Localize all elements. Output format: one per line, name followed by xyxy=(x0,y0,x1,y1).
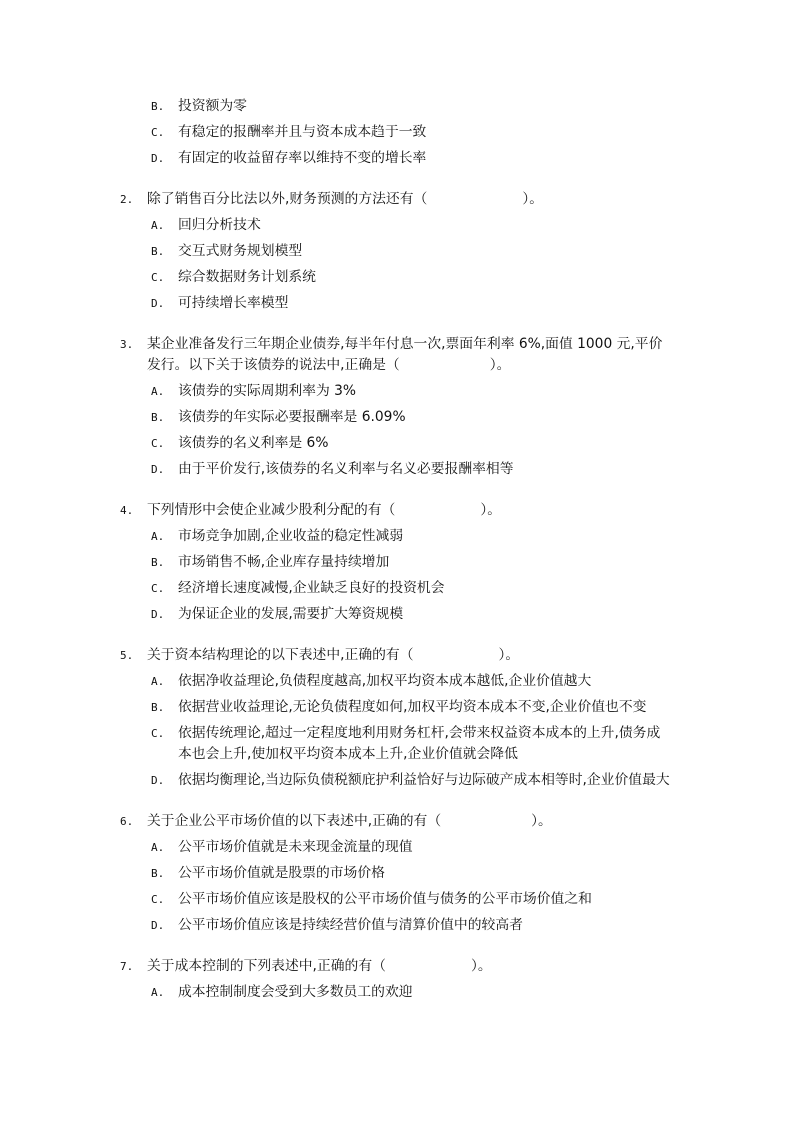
question-stem xyxy=(120,954,680,980)
option-text: 该债券的实际周期利率为 3% xyxy=(178,383,357,399)
question-list xyxy=(120,94,680,1006)
option-text: 由于平价发行,该债券的名义利率与名义必要报酬率相等 xyxy=(178,461,514,477)
question-7 xyxy=(120,954,680,1006)
question-stem-end: ）。 xyxy=(522,191,544,207)
option-letter: C. xyxy=(151,126,165,139)
option-item xyxy=(120,291,680,317)
option-item xyxy=(120,669,680,695)
option-letter: C. xyxy=(151,893,165,906)
question-text xyxy=(147,811,669,832)
option-text: 公平市场价值就是股票的市场价格 xyxy=(178,865,385,881)
option-letter: D. xyxy=(151,463,165,476)
question-number: 3. xyxy=(120,338,134,351)
option-letter: C. xyxy=(151,271,165,284)
option-letter: A. xyxy=(151,841,165,854)
option-text: 有稳定的报酬率并且与资本成本趋于一致 xyxy=(178,124,427,140)
option-item xyxy=(120,120,680,146)
option-text: 交互式财务规划模型 xyxy=(178,243,303,259)
option-item xyxy=(120,721,680,768)
question-5 xyxy=(120,643,680,794)
option-item xyxy=(120,980,680,1006)
option-letter: B. xyxy=(151,556,165,569)
option-text: 依据净收益理论,负债程度越高,加权平均资本成本越低,企业价值越大 xyxy=(178,673,592,689)
question-stem xyxy=(120,809,680,835)
question-6 xyxy=(120,809,680,939)
question-text xyxy=(147,956,669,977)
option-text: 有固定的收益留存率以维持不变的增长率 xyxy=(178,150,427,166)
option-text: 投资额为零 xyxy=(178,98,247,114)
option-letter: C. xyxy=(151,727,165,740)
question-stem xyxy=(120,498,680,524)
option-item xyxy=(120,405,680,431)
option-text: 综合数据财务计划系统 xyxy=(178,269,316,285)
option-letter: D. xyxy=(151,608,165,621)
question-4 xyxy=(120,498,680,628)
option-letter: C. xyxy=(151,582,165,595)
option-letter: A. xyxy=(151,986,165,999)
option-item xyxy=(120,861,680,887)
option-item xyxy=(120,239,680,265)
question-1 xyxy=(120,94,680,172)
option-text: 为保证企业的发展,需要扩大筹资规模 xyxy=(178,606,404,622)
option-letter: D. xyxy=(151,297,165,310)
option-item xyxy=(120,457,680,483)
option-letter: A. xyxy=(151,385,165,398)
question-3 xyxy=(120,332,680,483)
question-number: 4. xyxy=(120,504,134,517)
option-item xyxy=(120,94,680,120)
option-item xyxy=(120,146,680,172)
option-letter: D. xyxy=(151,919,165,932)
option-item xyxy=(120,379,680,405)
option-text: 依据均衡理论,当边际负债税额庇护利益恰好与边际破产成本相等时,企业价值最大 xyxy=(178,772,670,788)
option-text: 依据传统理论,超过一定程度地利用财务杠杆,会带来权益资本成本的上升,债务成本也会上升,使加权平均资本成本上升,企业价值就会降低 xyxy=(178,725,661,762)
option-item xyxy=(120,265,680,291)
option-text: 公平市场价值就是未来现金流量的现值 xyxy=(178,839,413,855)
option-item xyxy=(120,887,680,913)
question-stem-text: 下列情形中会使企业减少股利分配的有（ xyxy=(147,502,396,518)
question-2 xyxy=(120,187,680,317)
question-stem xyxy=(120,643,680,669)
question-stem-text: 除了销售百分比法以外,财务预测的方法还有（ xyxy=(147,191,428,207)
option-letter: A. xyxy=(151,219,165,232)
option-item xyxy=(120,431,680,457)
question-stem xyxy=(120,332,680,379)
question-number: 6. xyxy=(120,815,134,828)
question-stem-text: 关于成本控制的下列表述中,正确的有（ xyxy=(147,958,386,974)
option-text: 市场竞争加剧,企业收益的稳定性减弱 xyxy=(178,528,404,544)
option-letter: B. xyxy=(151,411,165,424)
question-stem-end: ）。 xyxy=(498,647,520,663)
question-stem xyxy=(120,187,680,213)
option-text: 该债券的名义利率是 6% xyxy=(178,435,329,451)
option-text: 成本控制制度会受到大多数员工的欢迎 xyxy=(178,984,413,1000)
option-letter: D. xyxy=(151,774,165,787)
option-item xyxy=(120,913,680,939)
question-stem-end: ）。 xyxy=(470,958,492,974)
option-letter: C. xyxy=(151,437,165,450)
question-stem-text: 某企业准备发行三年期企业债券,每半年付息一次,票面年利率 6%,面值 1000 元,平价发行。以下关于该债券的说法中,正确是（ xyxy=(147,336,663,373)
question-number: 2. xyxy=(120,193,134,206)
option-letter: B. xyxy=(151,701,165,714)
question-text xyxy=(147,334,669,376)
question-stem-text: 关于资本结构理论的以下表述中,正确的有（ xyxy=(147,647,414,663)
option-letter: B. xyxy=(151,867,165,880)
question-stem-end: ）。 xyxy=(531,813,552,829)
option-text: 公平市场价值应该是持续经营价值与清算价值中的较高者 xyxy=(178,917,523,933)
question-text xyxy=(147,500,669,521)
question-number: 7. xyxy=(120,960,134,973)
question-stem-end: ）。 xyxy=(480,502,502,518)
option-text: 市场销售不畅,企业库存量持续增加 xyxy=(178,554,390,570)
option-item xyxy=(120,576,680,602)
option-item xyxy=(120,835,680,861)
option-item xyxy=(120,768,680,794)
question-text xyxy=(147,189,669,210)
option-letter: A. xyxy=(151,530,165,543)
question-stem-text: 关于企业公平市场价值的以下表述中,正确的有（ xyxy=(147,813,442,829)
option-item xyxy=(120,524,680,550)
option-item xyxy=(120,602,680,628)
question-number: 5. xyxy=(120,649,134,662)
option-letter: B. xyxy=(151,245,165,258)
option-text: 回归分析技术 xyxy=(178,217,261,233)
option-item xyxy=(120,213,680,239)
option-text: 可持续增长率模型 xyxy=(178,295,289,311)
question-stem-end: ）。 xyxy=(489,357,511,373)
option-item xyxy=(120,695,680,721)
option-text: 该债券的年实际必要报酬率是 6.09% xyxy=(178,409,406,425)
option-letter: D. xyxy=(151,152,165,165)
option-text: 经济增长速度减慢,企业缺乏良好的投资机会 xyxy=(178,580,445,596)
option-text: 依据营业收益理论,无论负债程度如何,加权平均资本成本不变,企业价值也不变 xyxy=(178,699,647,715)
question-text xyxy=(147,645,669,666)
option-item xyxy=(120,550,680,576)
option-letter: A. xyxy=(151,675,165,688)
option-text: 公平市场价值应该是股权的公平市场价值与债务的公平市场价值之和 xyxy=(178,891,592,907)
option-letter: B. xyxy=(151,100,165,113)
